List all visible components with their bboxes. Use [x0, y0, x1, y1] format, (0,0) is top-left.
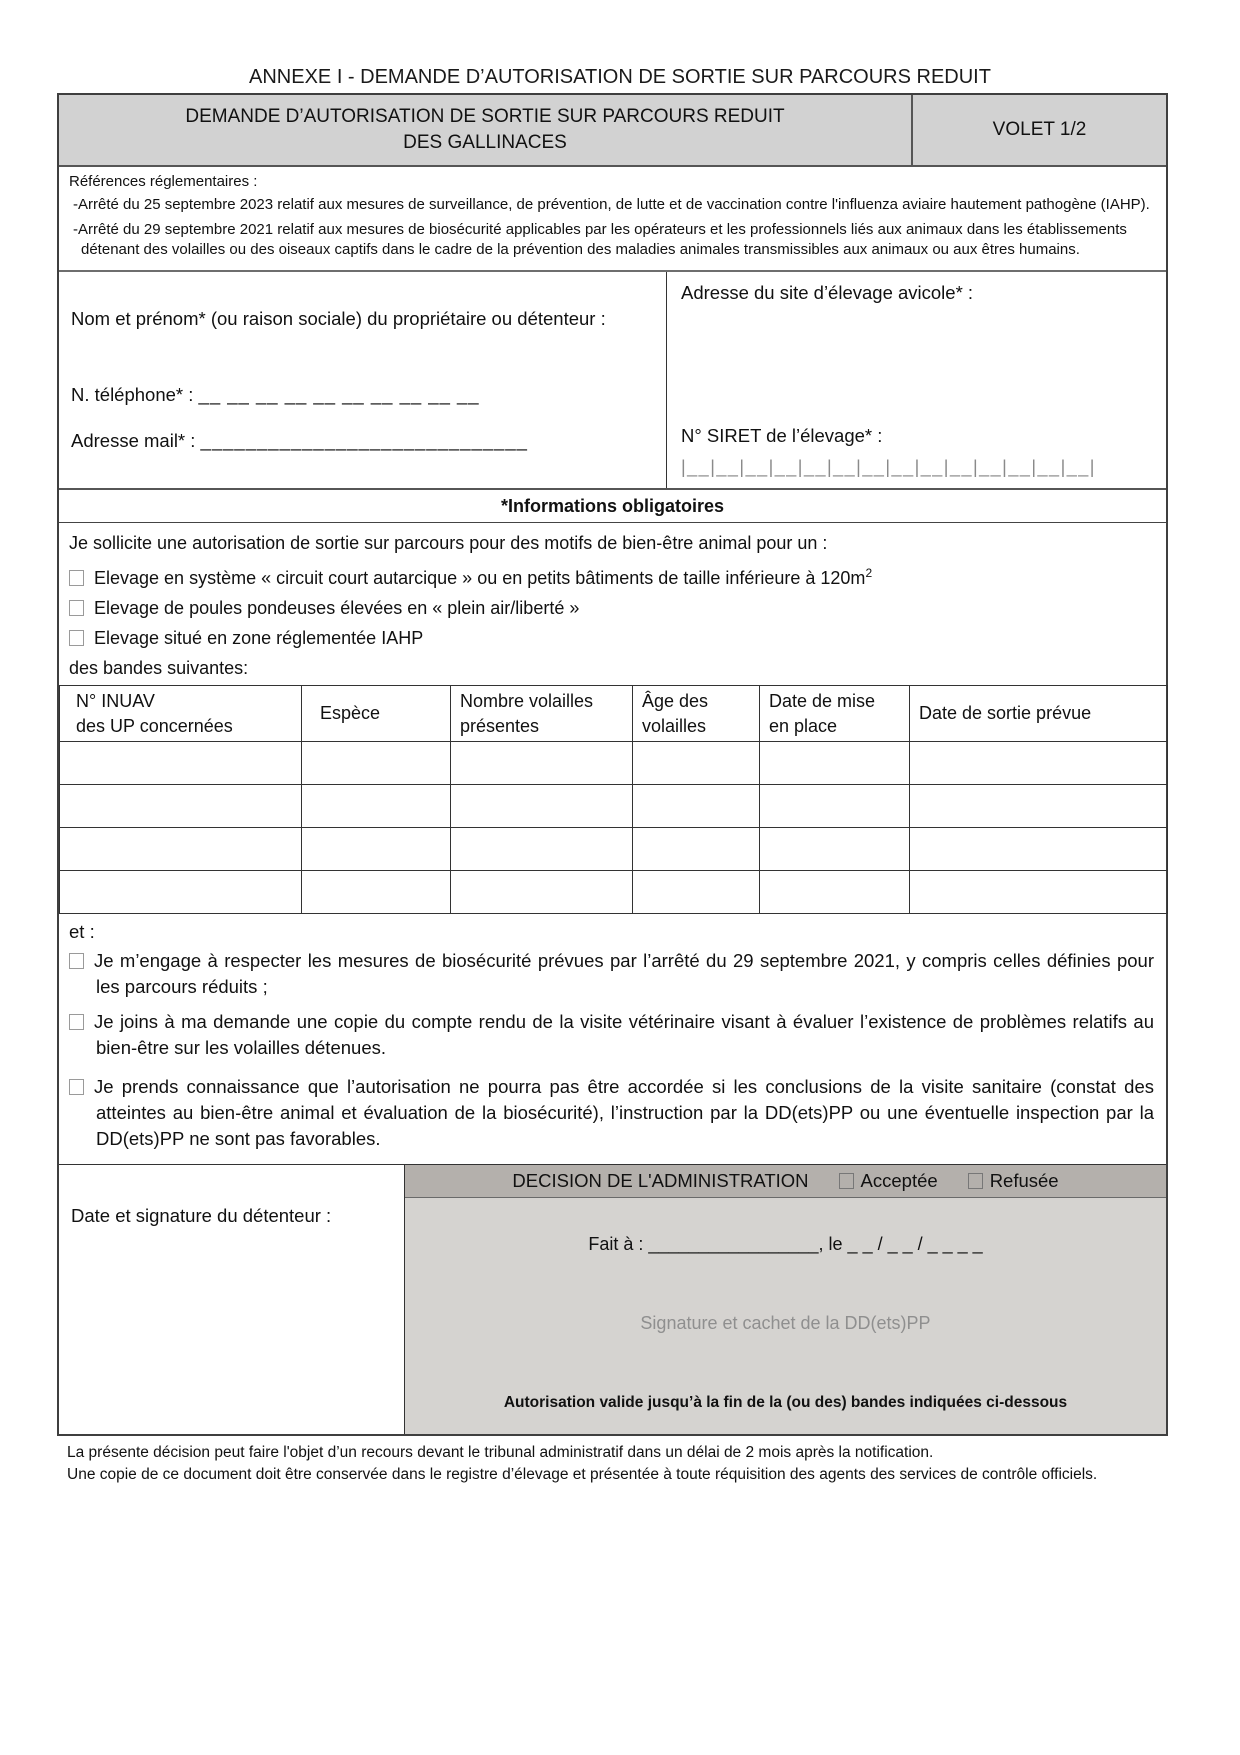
band-table	[59, 685, 1168, 914]
band-table-cell[interactable]	[302, 871, 451, 914]
decision-refused-option	[968, 1170, 1059, 1192]
band-table-header: Nombre volailles présentes	[451, 686, 633, 742]
mandatory-info-note: *Informations obligatoires	[59, 490, 1166, 523]
band-table-cell[interactable]	[910, 828, 1168, 871]
commitment-acknowledgement-label: Je prends connaissance que l’autorisation ne pourra pas être accordée si les conclusions de la visite sanitaire (constat des atteintes au bien-être animal et évaluation de la biosécurité), l’instruction par la DD(ets)PP ou une éventuelle inspection par la DD(ets)PP ne sont pas favorables.	[94, 1076, 1154, 1149]
request-section	[59, 523, 1166, 685]
fait-a-line[interactable]: Fait à : _________________, le _ _ / _ _ / _ _ _ _	[588, 1234, 983, 1254]
band-table-header: Date de mise en place	[760, 686, 910, 742]
annexe-title: ANNEXE I - DEMANDE D’AUTORISATION DE SORTIE SUR PARCOURS REDUIT	[249, 66, 991, 88]
commitment-biosecurity	[69, 948, 1154, 1000]
commitments-intro: et :	[69, 921, 95, 942]
validity-note: Autorisation valide jusqu’à la fin de la (ou des) bandes indiquées ci-dessous	[503, 1394, 1068, 1411]
option-zone-iahp-label: Elevage situé en zone réglementée IAHP	[94, 628, 424, 648]
authorization-form	[57, 93, 1168, 1436]
commitment-acknowledgement	[69, 1074, 1154, 1152]
checkbox-commitment-biosecurity[interactable]	[69, 953, 84, 969]
form-title	[59, 95, 913, 165]
owner-name-label: Nom et prénom* (ou raison sociale) du propriétaire ou détenteur :	[71, 308, 606, 329]
decision-section	[59, 1164, 1166, 1434]
checkbox-circuit-court[interactable]	[69, 570, 84, 586]
band-table-cell[interactable]	[633, 785, 760, 828]
footer-notes	[57, 1436, 1168, 1486]
option-plein-air-label: Elevage de poules pondeuses élevées en « plein air/liberté »	[94, 598, 580, 618]
band-table-cell[interactable]	[451, 871, 633, 914]
phone-label: N. téléphone* :	[71, 384, 194, 405]
commitment-vet-report	[69, 1009, 1154, 1061]
band-table-cell[interactable]	[302, 785, 451, 828]
mail-line	[71, 430, 528, 452]
ddpp-signature-hint: Signature et cachet de la DD(ets)PP	[640, 1313, 931, 1333]
band-table-cell[interactable]	[633, 871, 760, 914]
band-table-cell[interactable]	[451, 828, 633, 871]
checkbox-refused[interactable]	[968, 1173, 983, 1189]
site-address-label: Adresse du site d’élevage avicole* :	[681, 282, 974, 303]
band-table-cell[interactable]	[302, 828, 451, 871]
regulatory-references	[59, 167, 1166, 272]
mail-label: Adresse mail* :	[71, 430, 196, 451]
option-circuit-court	[69, 558, 1156, 593]
form-header-row	[59, 95, 1166, 167]
band-table-cell[interactable]	[60, 742, 302, 785]
band-table-cell[interactable]	[760, 785, 910, 828]
reference-item: -Arrêté du 25 septembre 2023 relatif aux mesures de surveillance, de prévention, de lutte et de vaccination contre l'influenza aviaire hautement pathogène (IAHP).	[73, 196, 1150, 213]
footer-line: La présente décision peut faire l'objet d’un recours devant le tribunal administratif dans un délai de 2 mois après la notification.	[67, 1444, 934, 1461]
band-table-cell[interactable]	[60, 871, 302, 914]
band-table-header-row	[60, 686, 1168, 742]
band-table-cell[interactable]	[633, 828, 760, 871]
form-title-line1: DEMANDE D’AUTORISATION DE SORTIE SUR PARCOURS REDUIT	[185, 106, 785, 127]
decision-header-bar	[405, 1165, 1166, 1198]
reference-item: -Arrêté du 29 septembre 2021 relatif aux mesures de biosécurité applicables par les opérateurs et les professionnels liés aux animaux dans les établissements détenant des volailles ou des oiseaux captifs dans le cadre de la prévention des maladies animales transmissibles aux animaux ou aux êtres humains.	[73, 221, 1127, 258]
band-table-row	[60, 871, 1168, 914]
band-table-header: N° INUAV des UP concernées	[60, 686, 302, 742]
band-table-cell[interactable]	[60, 785, 302, 828]
band-table-cell[interactable]	[910, 742, 1168, 785]
band-table-cell[interactable]	[60, 828, 302, 871]
footer-line: Une copie de ce document doit être conservée dans le registre d’élevage et présentée à toute réquisition des agents des services de contrôle officiels.	[67, 1466, 1098, 1483]
holder-signature-label: Date et signature du détenteur :	[71, 1205, 332, 1226]
checkbox-zone-iahp[interactable]	[69, 630, 84, 646]
decision-accepted-option	[839, 1170, 938, 1192]
band-table-cell[interactable]	[760, 742, 910, 785]
phone-line	[71, 384, 480, 406]
checkbox-accepted[interactable]	[839, 1173, 854, 1189]
decision-header-label: DECISION DE L'ADMINISTRATION	[512, 1170, 809, 1191]
checkbox-plein-air[interactable]	[69, 600, 84, 616]
checkbox-commitment-vet-report[interactable]	[69, 1014, 84, 1030]
band-table-head	[60, 686, 1168, 742]
siret-group	[681, 425, 1154, 478]
form-title-line2: DES GALLINACES	[403, 132, 567, 153]
band-table-header: Date de sortie prévue	[910, 686, 1168, 742]
option-plein-air	[69, 593, 1156, 623]
band-table-cell[interactable]	[302, 742, 451, 785]
site-identity-cell	[667, 272, 1166, 488]
accepted-label: Acceptée	[860, 1170, 938, 1191]
band-table-cell[interactable]	[760, 828, 910, 871]
commitments-section	[59, 914, 1166, 1164]
identity-section	[59, 272, 1166, 490]
commitment-vet-report-label: Je joins à ma demande une copie du compte rendu de la visite vétérinaire visant à évaluer l’existence de problèmes relatifs au bien-être sur les volailles détenues.	[94, 1011, 1154, 1058]
band-table-cell[interactable]	[910, 785, 1168, 828]
option-zone-iahp	[69, 623, 1156, 653]
phone-blank-field[interactable]: __ __ __ __ __ __ __ __ __ __	[198, 384, 480, 405]
option-circuit-court-sup: 2	[865, 566, 873, 580]
refused-label: Refusée	[989, 1170, 1059, 1191]
administration-decision-cell	[405, 1165, 1166, 1434]
mail-blank-field[interactable]: _____________________________	[200, 430, 528, 451]
band-table-cell[interactable]	[910, 871, 1168, 914]
band-table-cell[interactable]	[451, 785, 633, 828]
bands-note: des bandes suivantes:	[69, 658, 249, 678]
siret-boxes-field[interactable]: |__|__|__|__|__|__|__|__|__|__|__|__|__|__|	[681, 457, 1096, 477]
band-table-row	[60, 785, 1168, 828]
band-table-row	[60, 742, 1168, 785]
band-table-header: Âge des volailles	[633, 686, 760, 742]
holder-signature-cell[interactable]	[59, 1165, 405, 1434]
band-table-header: Espèce	[302, 686, 451, 742]
checkbox-commitment-acknowledgement[interactable]	[69, 1079, 84, 1095]
band-table-cell[interactable]	[633, 742, 760, 785]
siret-label: N° SIRET de l’élevage* :	[681, 425, 883, 446]
commitment-biosecurity-label: Je m’engage à respecter les mesures de biosécurité prévues par l’arrêté du 29 septembre 2021, y compris celles définies pour les parcours réduits ;	[94, 950, 1154, 997]
option-circuit-court-label: Elevage en système « circuit court autarcique » ou en petits bâtiments de taille inférieure à 120m	[94, 568, 866, 588]
band-table-cell[interactable]	[451, 742, 633, 785]
request-intro: Je sollicite une autorisation de sortie sur parcours pour des motifs de bien-être animal pour un :	[69, 533, 828, 553]
decision-body	[405, 1198, 1166, 1434]
volet-badge: VOLET 1/2	[913, 95, 1166, 165]
owner-identity-cell	[59, 272, 667, 488]
band-table-cell[interactable]	[760, 871, 910, 914]
band-table-row	[60, 828, 1168, 871]
references-label: Références réglementaires :	[69, 173, 258, 190]
band-table-body	[60, 742, 1168, 914]
